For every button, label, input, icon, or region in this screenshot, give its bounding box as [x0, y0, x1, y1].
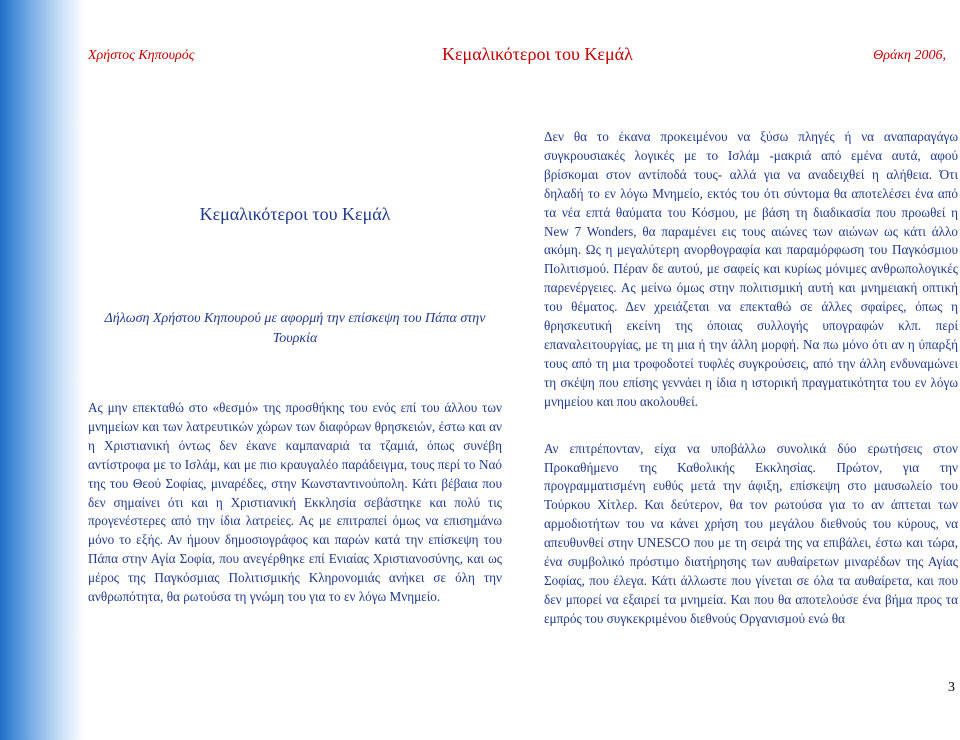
- header-author: Χρήστος Κηπουρός: [88, 48, 195, 63]
- left-column: [88, 200, 502, 607]
- left-paragraph-1: Ας μην επεκταθώ στο «θεσμό» της προσθήκης του ενός επί του άλλου των μνημείων και των λατρευτικών χώρων των διαφόρων θρησκειών, έστω και αν η Χριστιανική όντως δεν έκανε καμπαναριά τα τζαμιά, όπως συνέβη αντίστροφα με το Ισλάμ, και με πιο κραυγαλέο παράδειγμα, τους περί το Ναό της του Θεού Σοφίας, μιναρέδες, στην Κωνσταντινούπολη. Κάτι βέβαια που δεν σημαίνει ότι και η Χριστιανική Εκκλησία σεβάστηκε και πολύ τις προγενέστερες από την ίδια λατρείες. Ας με επιτραπεί όμως να επισημάνω μόνο το εξής. Αν ήμουν δημοσιογράφος και παρών κατά την επίσκεψη του Πάπα στην Αγία Σοφία, που ανεγέρθηκε επί Ενιαίας Χριστιανοσύνης, και ως μέρος της Παγκόσμιας Πολιτισμικής Κληρονομιάς ανήκει σε όλη την ανθρωπότητα, θα ρωτούσα τη γνώμη του για το εν λόγω Μνημείο.: [88, 400, 502, 605]
- right-paragraph-2: Αν επιτρέπονταν, είχα να υποβάλλω συνολικά δύο ερωτήσεις στον Προκαθήμενο της Καθολικής Εκκλησίας. Πρώτον, για την προγραμματισμένη ευθύς μετά την άφιξη, επίσκεψη στο μαυσωλείο του Τούρκου Χίτλερ. Και δεύτερον, θα τον ρωτούσα για το αν άπτεται των αρμοδιοτήτων του να κάνει χρήση του μεγάλου διεθνούς του κύρους, να απευθυνθεί στην UNESCO που με τη σειρά της να επιβάλει, έστω και τώρα, ένα συμβολικό πρόστιμο διατήρησης των αυθαίρετων μιναρέδων της Αγίας Σοφίας, που έλεγα. Κάτι άλλωστε που γίνεται σε όλα τα αυθαίρετα, και που δεν μπορεί να εξαιρεί τα μνημεία. Και που θα αποτελούσε ένα βήμα προς τα εμπρός του συγκεκριμένου διεθνούς Οργανισμού ενώ θα: [544, 440, 958, 626]
- page-number: 3: [948, 680, 955, 695]
- header-place-date: Θράκη 2006,: [873, 48, 946, 63]
- document-title: Κεμαλικότεροι του Κεμάλ: [199, 204, 391, 224]
- left-decorative-band: [0, 0, 84, 740]
- right-paragraph-1: Δεν θα το έκανα προκειμένου να ξύσω πληγές ή να αναπαραγάγω συγκρουσιακές λογικές με το Ισλάμ -μακριά από εμένα αυτά, αφού βρίσκομαι στον αντίποδά τους- αλλά για να αναδειχθεί η αλήθεια. Ότι δηλαδή το εν λόγω Μνημείο, εκτός του ότι σύντομα θα αποτελέσει ένα από τα νέα επτά θαύματα του Κόσμου, με βάση τη διαδικασία που προωθεί η New 7 Wonders, θα παραμένει εις τους αιώνες των αιώνων ως κάτι άλλο ακόμη. Ως η μεγαλύτερη ανορθογραφία και παραμόρφωση του Παγκόσμιου Πολιτισμού. Πέραν δε αυτού, με σαφείς και κυρίως μόνιμες ανθρωπολογικές παρενέργειες. Ας μείνω όμως στην πολιτισμική αυτή και μνημειακή οπτική του θέματος. Δεν χρειάζεται να επεκταθώ σε άλλες σφαίρες, όπως η θρησκευτική εκείνη της όποιας συλλογής υπογραφών κλπ. περί επαναλειτουργίας, με τη μια ή την άλλη μορφή. Να πω μόνο ότι αν η ύπαρξή τους από τη μια τροφοδοτεί τυφλές συγκρούσεις, από την άλλη ενδυναμώνει τη σκέψη που επίσης γεννάει η ίδια η ιστορική πραγματικότητα του εν λόγω μνημείου και που ακολουθεί.: [544, 129, 958, 409]
- page-header: [88, 42, 948, 68]
- right-column: [544, 128, 958, 629]
- header-title: Κεμαλικότεροι του Κεμάλ: [442, 44, 633, 64]
- document-subtitle: Δήλωση Χρήστου Κηπουρού με αφορμή την επίσκεψη του Πάπα στην Τουρκία: [104, 311, 486, 346]
